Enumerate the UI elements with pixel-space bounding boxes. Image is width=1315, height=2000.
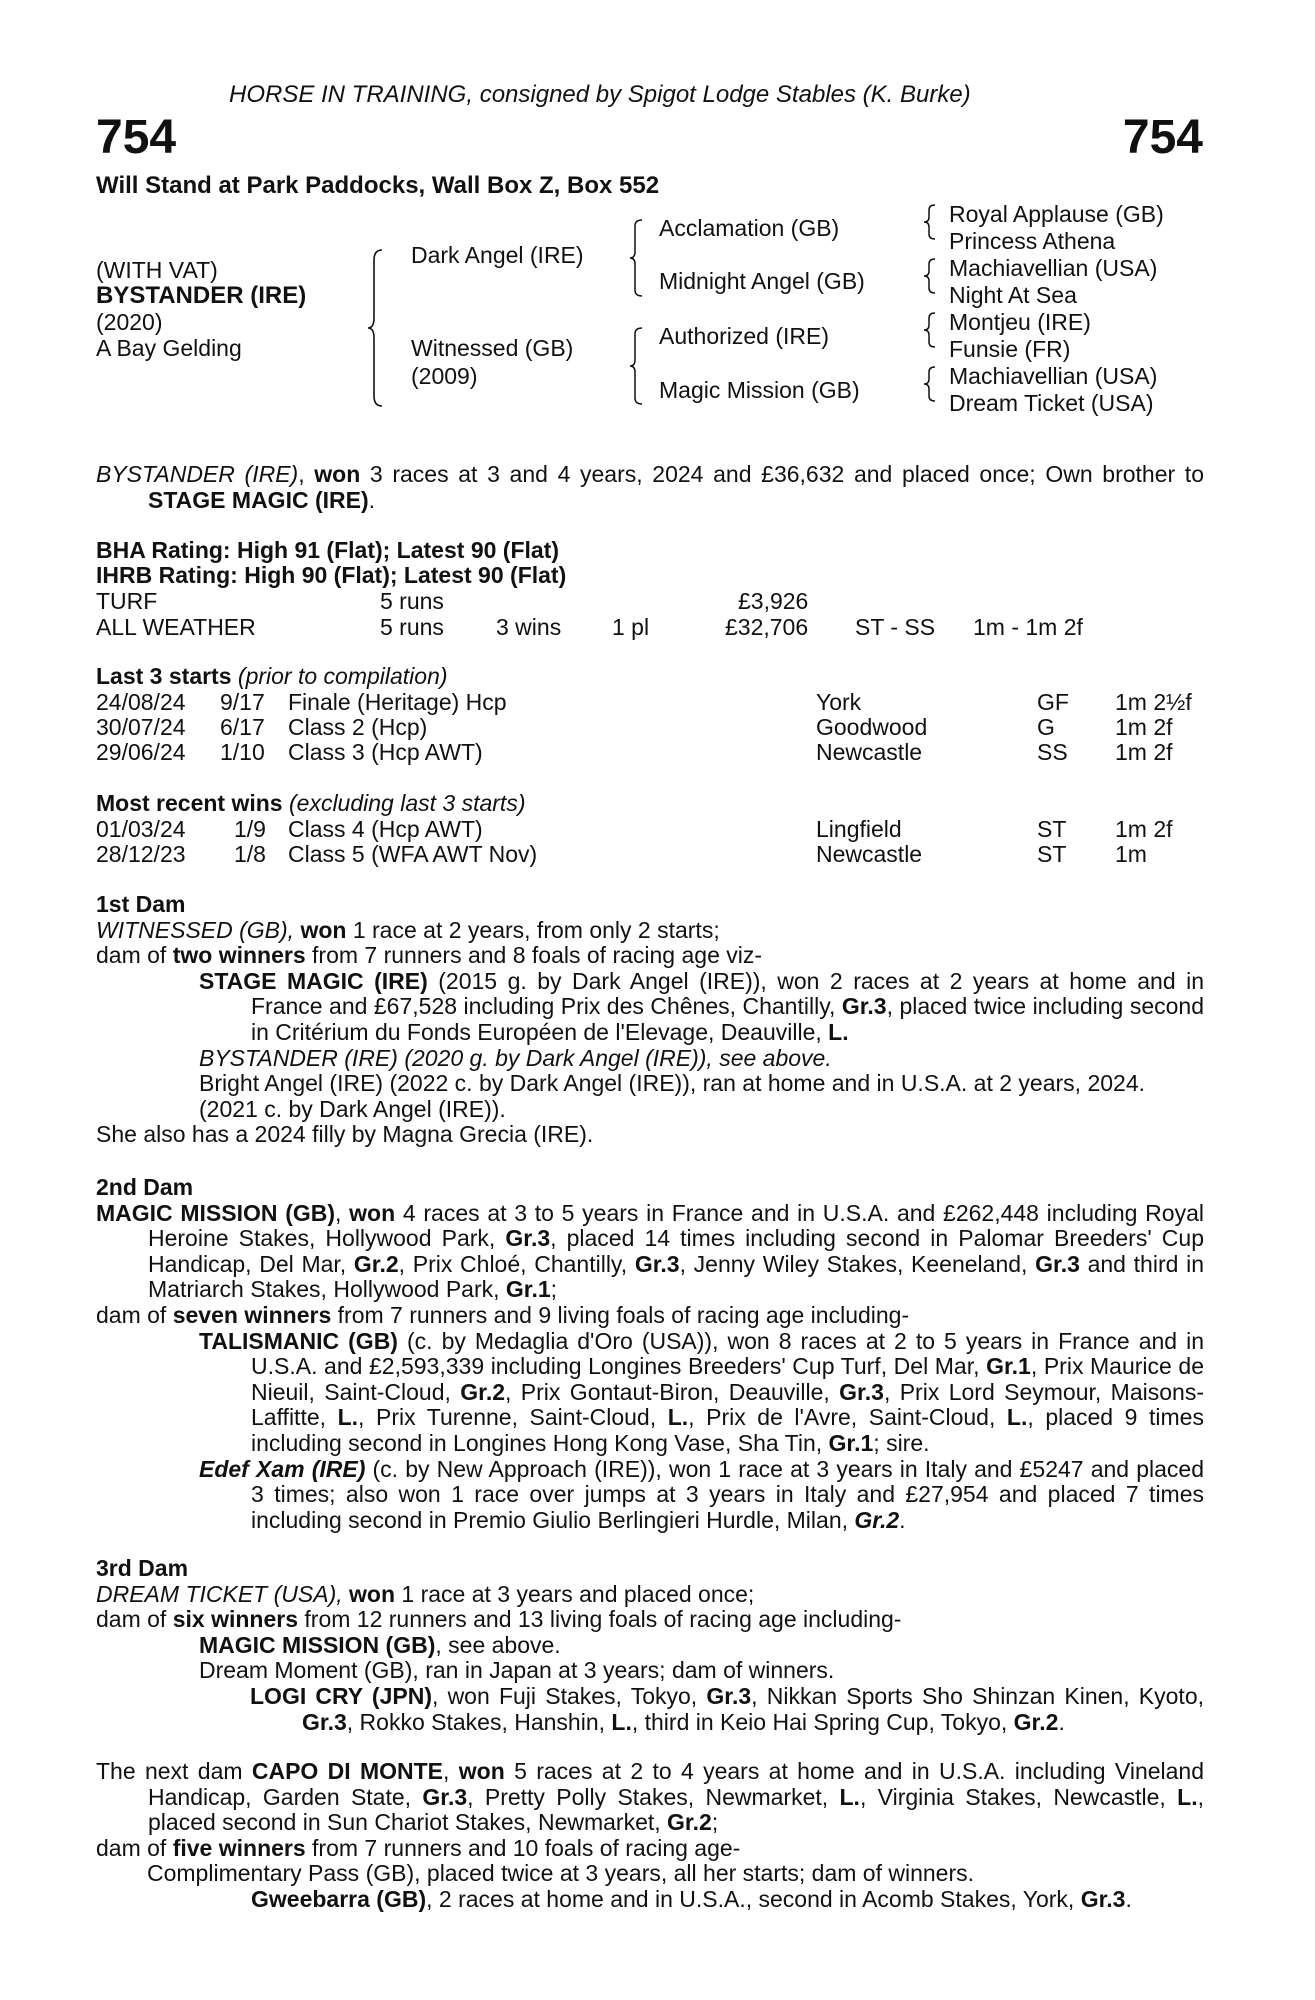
lot-number-left: 754 (96, 111, 177, 164)
start-race: Class 3 (Hcp AWT) (288, 739, 483, 765)
start-course: Newcastle (816, 739, 923, 765)
start-distance: 1m 2½f (1115, 689, 1192, 715)
turf-label: TURF (96, 588, 158, 614)
summary-end: . (368, 486, 376, 513)
aw-placed: 1 pl (612, 614, 650, 640)
start-position: 1/10 (220, 739, 265, 765)
summary-won: won (314, 461, 361, 487)
win-date: 01/03/24 (96, 816, 186, 842)
start-course: Goodwood (816, 714, 928, 740)
pedigree-brace-dam (630, 326, 646, 406)
aw-wins: 3 wins (496, 614, 562, 640)
recent-title: Most recent wins (96, 790, 283, 816)
start-race: Finale (Heritage) Hcp (288, 689, 507, 715)
summary-sep: , (298, 461, 315, 487)
win-race: Class 4 (Hcp AWT) (288, 816, 483, 842)
pedigree-dam-year: (2009) (411, 363, 478, 389)
first-dam-line1: WITNESSED (GB), won 1 race at 2 years, from only 2 starts; (96, 916, 720, 943)
third-dam-progeny-1: MAGIC MISSION (GB), see above. (199, 1631, 561, 1658)
win-date: 28/12/23 (96, 841, 186, 867)
second-dam-progeny-1: TALISMANIC (GB) (c. by Medaglia d'Oro (USA)), won 8 races at 2 to 5 years in France and in U.S.A. and £2,593,339 including Longines Breeders' Cup Turf, Del Mar, Gr.1, Prix Maurice de Nieuil, Saint-Cloud, Gr.2, Prix Gontaut-Biron, Deauville, Gr.3, Prix Lord Seymour, Maisons-Laffitte, L., Prix Turenne, Saint-Cloud, L., Prix de l'Avre, Saint-Cloud, L., placed 9 times including second in Longines Hong Kong Vase, Sha Tin, Gr.1; sire. (199, 1327, 1204, 1456)
aw-runs: 5 runs (380, 614, 444, 640)
stand-location: Will Stand at Park Paddocks, Wall Box Z, Box 552 (96, 172, 660, 199)
pedigree-dds: Machiavellian (USA) (949, 363, 1158, 389)
third-dam-progeny-2: Dream Moment (GB), ran in Japan at 3 years; dam of winners. (199, 1657, 835, 1684)
third-dam-record: DREAM TICKET (USA), won 1 race at 3 years and placed once; (96, 1580, 755, 1607)
second-dam-record: MAGIC MISSION (GB), won 4 races at 3 to 5 years in France and in U.S.A. and £262,448 including Royal Heroine Stakes, Hollywood Park, Gr.3, placed 14 times including second in Palomar Breeders' Cup Handicap, Del Mar, Gr.2, Prix Chloé, Chantilly, Gr.3, Jenny Wiley Stakes, Keeneland, Gr.3 and third in Matriarch Stakes, Hollywood Park, Gr.1; (96, 1199, 1204, 1303)
start-distance: 1m 2f (1115, 739, 1173, 765)
pedigree-sdd: Night At Sea (949, 282, 1077, 308)
summary-brother: STAGE MAGIC (IRE) (148, 486, 369, 513)
second-dam-produce: dam of seven winners from 7 runners and 9 living foals of racing age including- (96, 1301, 910, 1328)
recent-wins-heading (96, 791, 525, 817)
recent-note: (excluding last 3 starts) (282, 790, 526, 816)
pedigree-sire-dam: Midnight Angel (GB) (659, 268, 865, 294)
first-dam-note: She also has a 2024 filly by Magna Grecia (IRE). (96, 1121, 594, 1148)
vat-note: (WITH VAT) (96, 257, 218, 283)
start-going: G (1037, 714, 1055, 740)
pedigree-brace-ds (924, 312, 938, 348)
next-dam-record: The next dam CAPO DI MONTE, won 5 races at 2 to 4 years at home and in U.S.A. including Vineland Handicap, Garden State, Gr.3, Pretty Polly Stakes, Newmarket, L., Virginia Stakes, Newcastle, L., placed second in Sun Chariot Stakes, Newmarket, Gr.2; (96, 1758, 1205, 1836)
aw-going: ST - SS (855, 614, 936, 640)
start-going: GF (1037, 689, 1069, 715)
first-dam-section (96, 892, 1204, 1148)
win-position: 1/8 (234, 841, 266, 867)
second-dam-section (96, 1175, 1204, 1533)
pedigree-sss: Royal Applause (GB) (949, 201, 1164, 227)
aw-label: ALL WEATHER (96, 614, 256, 640)
turf-runs: 5 runs (380, 588, 444, 614)
ihrb-rating: IHRB Rating: High 90 (Flat); Latest 90 (Flat) (96, 562, 567, 588)
next-dam-progeny-1: Complimentary Pass (GB), placed twice at 3 years, all her starts; dam of winners. (147, 1860, 975, 1887)
start-date: 24/08/24 (96, 689, 186, 715)
last3-note: (prior to compilation) (231, 663, 448, 689)
horse-description: A Bay Gelding (96, 335, 242, 361)
first-dam-progeny-3: Bright Angel (IRE) (2022 c. by Dark Angel (IRE)), ran at home and in U.S.A. at 2 years, 2024. (199, 1070, 1146, 1097)
win-position: 1/9 (234, 816, 266, 842)
next-dam-grandprogeny: Gweebarra (GB), 2 races at home and in U.S.A., second in Acomb Stakes, York, Gr.3. (251, 1885, 1132, 1912)
next-dam-produce: dam of five winners from 7 runners and 10 foals of racing age- (96, 1834, 741, 1861)
third-dam-grandprogeny: LOGI CRY (JPN), won Fuji Stakes, Tokyo, Gr.3, Nikkan Sports Sho Shinzan Kinen, Kyoto, Gr.3, Rokko Stakes, Hanshin, L., third in Keio Hai Spring Cup, Tokyo, Gr.2. (250, 1682, 1205, 1735)
pedigree-sire-sire: Acclamation (GB) (659, 215, 840, 241)
first-dam-progeny-1: STAGE MAGIC (IRE) (2015 g. by Dark Angel (IRE)), won 2 races at 2 years at home and in France and £67,528 including Prix des Chênes, Chantilly, Gr.3, placed twice including second in Critérium du Fonds Européen de l'Elevage, Deauville, L. (199, 967, 1204, 1045)
pedigree-ssd: Princess Athena (949, 228, 1116, 254)
third-dam-section (96, 1556, 1204, 1735)
bha-rating: BHA Rating: High 91 (Flat); Latest 90 (Flat) (96, 537, 559, 563)
catalogue-header: HORSE IN TRAINING, consigned by Spigot Lodge Stables (K. Burke) (229, 81, 971, 108)
first-dam-line2: dam of two winners from 7 runners and 8 foals of racing age viz- (96, 942, 763, 969)
first-dam-progeny-2: BYSTANDER (IRE) (2020 g. by Dark Angel (IRE)), see above. (199, 1044, 832, 1071)
start-going: SS (1037, 739, 1068, 765)
start-date: 30/07/24 (96, 714, 186, 740)
win-race: Class 5 (WFA AWT Nov) (288, 841, 538, 867)
horse-name: BYSTANDER (IRE) (96, 282, 307, 309)
pedigree-brace-sire (630, 218, 646, 298)
pedigree-brace-dd (924, 366, 938, 402)
start-race: Class 2 (Hcp) (288, 714, 428, 740)
pedigree-brace-sd (924, 258, 938, 294)
pedigree-brace-ss (924, 204, 938, 240)
third-dam-produce: dam of six winners from 12 runners and 13 living foals of racing age including- (96, 1606, 902, 1633)
aw-distance: 1m - 1m 2f (973, 614, 1083, 640)
win-course: Newcastle (816, 841, 923, 867)
last3-heading (96, 664, 448, 690)
start-course: York (816, 689, 862, 715)
horse-year: (2020) (96, 309, 163, 335)
start-position: 6/17 (220, 714, 265, 740)
turf-prize: £3,926 (738, 588, 809, 614)
summary-horse-name: BYSTANDER (IRE) (96, 461, 299, 487)
first-dam-progeny-4: (2021 c. by Dark Angel (IRE)). (199, 1095, 506, 1122)
second-dam-progeny-2: Edef Xam (IRE) (c. by New Approach (IRE)), won 1 race at 3 years in Italy and £5247 and placed 3 times; also won 1 race over jumps at 3 years in Italy and £27,954 and placed 7 times including second in Premio Giulio Berlingieri Hurdle, Milan, Gr.2. (199, 1455, 1204, 1533)
first-dam-title: 1st Dam (96, 891, 186, 917)
last3-title: Last 3 starts (96, 663, 232, 689)
pedigree-brace-main (368, 248, 388, 408)
third-dam-title: 3rd Dam (96, 1555, 189, 1581)
aw-prize: £32,706 (725, 614, 809, 640)
pedigree-dam-dam: Magic Mission (GB) (659, 377, 860, 403)
pedigree-dam: Witnessed (GB) (411, 335, 574, 361)
pedigree-dam-sire: Authorized (IRE) (659, 323, 830, 349)
lot-number-right: 754 (1122, 111, 1203, 164)
pedigree-sds: Machiavellian (USA) (949, 255, 1158, 281)
racing-summary (96, 462, 1204, 513)
start-date: 29/06/24 (96, 739, 186, 765)
win-going: ST (1037, 816, 1067, 842)
pedigree-sire: Dark Angel (IRE) (411, 242, 584, 268)
start-distance: 1m 2f (1115, 714, 1173, 740)
win-distance: 1m (1115, 841, 1147, 867)
pedigree-ddd: Dream Ticket (USA) (949, 390, 1154, 416)
win-course: Lingfield (816, 816, 902, 842)
win-going: ST (1037, 841, 1067, 867)
second-dam-title: 2nd Dam (96, 1174, 194, 1200)
pedigree-dsd: Funsie (FR) (949, 336, 1071, 362)
win-distance: 1m 2f (1115, 816, 1173, 842)
pedigree-dss: Montjeu (IRE) (949, 309, 1091, 335)
next-dam-section (96, 1759, 1204, 1913)
start-position: 9/17 (220, 689, 265, 715)
summary-text: 3 races at 3 and 4 years, 2024 and £36,632 and placed once; Own brother to (360, 461, 1204, 487)
